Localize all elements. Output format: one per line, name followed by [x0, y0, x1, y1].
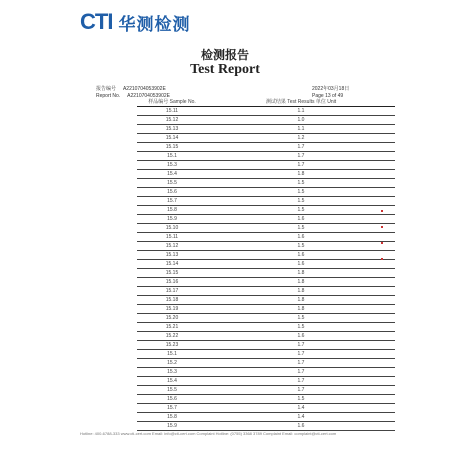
table-row [137, 260, 395, 269]
result-cell: 1.5 [207, 224, 395, 233]
sample-no-cell: 15.14 [137, 260, 207, 269]
result-cell: 1.5 [207, 314, 395, 323]
result-cell: 1.8 [207, 269, 395, 278]
result-cell: 1.5 [207, 395, 395, 404]
sample-no-cell: 15.16 [137, 278, 207, 287]
sample-no-cell: 15.5 [137, 179, 207, 188]
table-row [137, 197, 395, 206]
report-no-value-1: A2210704053902E [122, 86, 166, 92]
table-row [137, 233, 395, 242]
sample-no-cell: 15.6 [137, 188, 207, 197]
table-header-row [137, 98, 395, 107]
sample-no-cell: 15.4 [137, 377, 207, 386]
sample-no-cell: 15.6 [137, 395, 207, 404]
sample-no-cell: 15.8 [137, 413, 207, 422]
report-title-cn: 检测报告 [200, 48, 249, 62]
result-cell: 1.7 [207, 350, 395, 359]
result-cell: 1.4 [207, 404, 395, 413]
result-cell: 1.1 [207, 107, 395, 116]
result-cell: 1.6 [207, 332, 395, 341]
result-cell: 1.5 [207, 323, 395, 332]
result-cell: 1.5 [207, 179, 395, 188]
table-row [137, 215, 395, 224]
sample-no-cell: 15.9 [137, 422, 207, 431]
sample-no-cell: 15.17 [137, 287, 207, 296]
result-cell: 1.7 [207, 368, 395, 377]
result-cell: 1.8 [207, 170, 395, 179]
page-footer: Hotline: 400-6788-333 www.cti-cert.com Email: info@cti-cert.com Complaint Hotline: (0755) 3368 3789 Complaint Email: complaint@cti-cert.com [80, 431, 337, 436]
table-row [137, 386, 395, 395]
table-row [137, 143, 395, 152]
table-row [137, 332, 395, 341]
table-row [137, 395, 395, 404]
margin-marks [381, 210, 383, 274]
sample-no-cell: 15.22 [137, 332, 207, 341]
sample-no-cell: 15.3 [137, 161, 207, 170]
column-header-sample-no: 样品编号 Sample No. [137, 98, 207, 107]
logo-brand: CTI [80, 9, 113, 34]
result-cell: 1.1 [207, 125, 395, 134]
sample-no-cell: 15.13 [137, 125, 207, 134]
result-cell: 1.6 [207, 233, 395, 242]
table-row [137, 251, 395, 260]
table-row [137, 296, 395, 305]
report-no-label-cn: 报告编号 [96, 86, 117, 92]
sample-no-cell: 15.5 [137, 386, 207, 395]
report-title-en: Test Report [190, 62, 260, 77]
page-number: Page 13 of 49 [312, 93, 344, 99]
table-row [137, 368, 395, 377]
sample-no-cell: 15.18 [137, 296, 207, 305]
result-cell: 1.8 [207, 287, 395, 296]
table-row [137, 350, 395, 359]
result-cell: 1.8 [207, 296, 395, 305]
table-row [137, 305, 395, 314]
table-row [137, 269, 395, 278]
result-cell: 1.5 [207, 206, 395, 215]
sample-no-cell: 15.8 [137, 206, 207, 215]
sample-no-cell: 15.12 [137, 242, 207, 251]
sample-no-cell: 15.12 [137, 116, 207, 125]
report-no-value-2: A2210704053902E [127, 93, 170, 99]
sample-no-cell: 15.15 [137, 269, 207, 278]
sample-no-cell: 15.23 [137, 341, 207, 350]
sample-no-cell: 15.19 [137, 305, 207, 314]
table-body [137, 107, 395, 431]
table-row [137, 413, 395, 422]
table-row [137, 323, 395, 332]
table-row [137, 287, 395, 296]
result-cell: 1.7 [207, 152, 395, 161]
table-row [137, 224, 395, 233]
result-cell: 1.6 [207, 251, 395, 260]
column-header-results: 测试结果 Test Results 单位 Unit [207, 98, 395, 107]
result-cell: 1.8 [207, 278, 395, 287]
sample-no-cell: 15.9 [137, 215, 207, 224]
result-cell: 1.6 [207, 422, 395, 431]
table-row [137, 170, 395, 179]
sample-no-cell: 15.3 [137, 368, 207, 377]
sample-no-cell: 15.10 [137, 224, 207, 233]
result-cell: 1.8 [207, 305, 395, 314]
result-cell: 1.5 [207, 197, 395, 206]
table-row [137, 278, 395, 287]
result-cell: 1.0 [207, 116, 395, 125]
sample-no-cell: 15.1 [137, 152, 207, 161]
table-row [137, 206, 395, 215]
result-cell: 1.7 [207, 341, 395, 350]
sample-no-cell: 15.13 [137, 251, 207, 260]
margin-mark [381, 210, 383, 212]
result-cell: 1.5 [207, 242, 395, 251]
margin-mark [381, 242, 383, 244]
table-row [137, 359, 395, 368]
sample-no-cell: 15.4 [137, 170, 207, 179]
sample-no-cell: 15.11 [137, 233, 207, 242]
result-cell: 1.2 [207, 134, 395, 143]
table-row [137, 161, 395, 170]
table-row [137, 188, 395, 197]
table-row [137, 179, 395, 188]
report-no-label-en: Report No. [96, 93, 121, 99]
sample-no-cell: 15.21 [137, 323, 207, 332]
table-row [137, 125, 395, 134]
table-row [137, 116, 395, 125]
sample-no-cell: 15.1 [137, 350, 207, 359]
table-row [137, 422, 395, 431]
table-row [137, 314, 395, 323]
sample-no-cell: 15.14 [137, 134, 207, 143]
logo-cn-name: 华测检测 [118, 14, 191, 35]
margin-mark [381, 258, 383, 260]
table-row [137, 242, 395, 251]
result-cell: 1.7 [207, 377, 395, 386]
result-cell: 1.6 [207, 215, 395, 224]
results-table [137, 98, 395, 431]
result-cell: 1.7 [207, 161, 395, 170]
result-cell: 1.7 [207, 386, 395, 395]
result-cell: 1.4 [207, 413, 395, 422]
sample-no-cell: 15.20 [137, 314, 207, 323]
sample-no-cell: 15.15 [137, 143, 207, 152]
table-row [137, 152, 395, 161]
table-row [137, 377, 395, 386]
result-cell: 1.7 [207, 143, 395, 152]
result-cell: 1.6 [207, 260, 395, 269]
sample-no-cell: 15.7 [137, 404, 207, 413]
company-logo [80, 9, 191, 35]
sample-no-cell: 15.11 [137, 107, 207, 116]
margin-mark [381, 226, 383, 228]
report-date: 2022年03月18日 [312, 86, 350, 92]
result-cell: 1.5 [207, 188, 395, 197]
result-cell: 1.7 [207, 359, 395, 368]
sample-no-cell: 15.7 [137, 197, 207, 206]
sample-no-cell: 15.2 [137, 359, 207, 368]
table-row [137, 134, 395, 143]
table-row [137, 404, 395, 413]
table-row [137, 341, 395, 350]
table-row [137, 107, 395, 116]
